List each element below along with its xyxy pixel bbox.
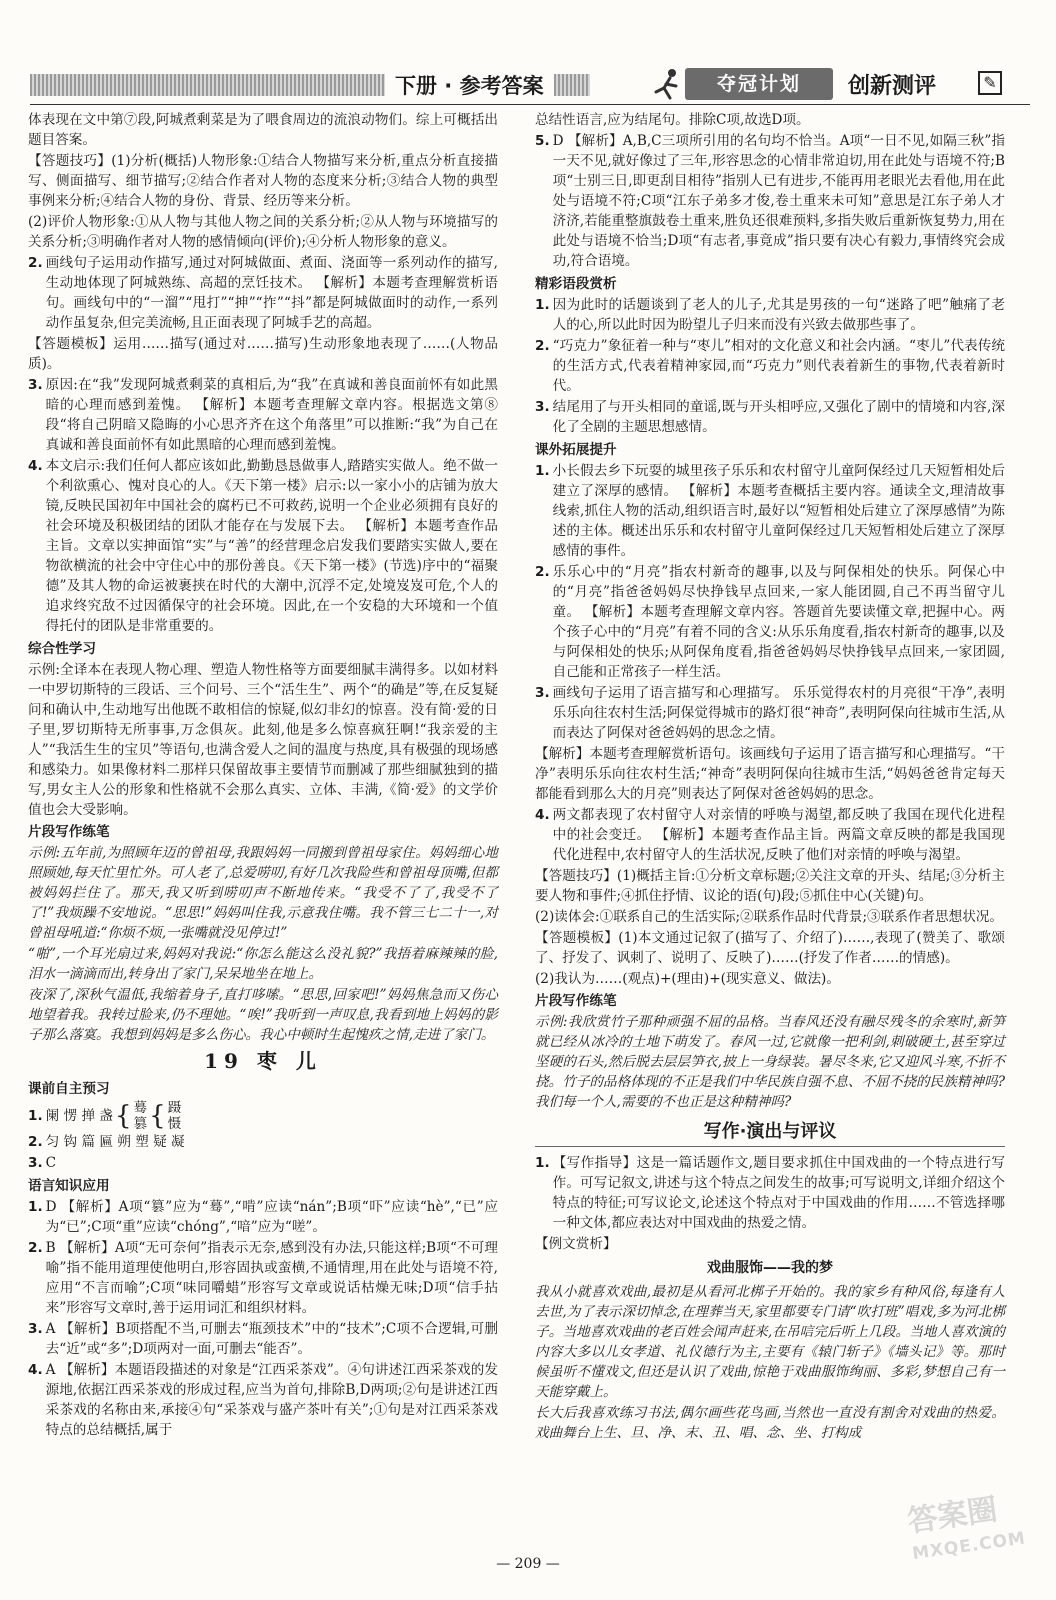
- item-number: 3.: [535, 685, 550, 701]
- item-text: B 【解析】A项“无可奈何”指表示无奈,感到没有办法,只能这样;B项“不可理喻”指不能用道理使他明白,形容固执或蛮横,不通情理,用在此处与语境不符,应用“不言而喻”;C项“味同嚼蜡”形容写文章或说话枯燥无味;D项“信手拈来”形容写文章时,善于运用词汇和组织材料。: [45, 1240, 498, 1316]
- item-text: A 【解析】B项搭配不当,可删去“瓶颈技术”中的“技术”;C项不合逻辑,可删去“近”或“多”;D项两对一面,可删去“能否”。: [45, 1321, 498, 1357]
- answer-item: [28, 1132, 498, 1153]
- item-text: C: [45, 1155, 57, 1171]
- answer-item: [28, 1197, 498, 1238]
- item-number: 2.: [535, 338, 550, 354]
- paragraph: 【答题模板】(1)本文通过记叙了(描写了、介绍了)……,表现了(赞美了、歌颂了、抒发了、讽刺了、说明了、反映了)……(抒发了作者……的情感)。: [535, 930, 1005, 966]
- paragraph: 夜深了,深秋气温低,我缩着身子,直打哆嗦。“思思,回家吧!”妈妈焦急而又伤心地望着我。我转过脸来,仍不理她。“唉!”我听到一声叹息,我看到地上妈妈的影子那么落寞。我想到妈妈是多么伤心。我心中顿时生起愧疚之情,走进了家门。: [28, 987, 498, 1043]
- runner-logo-icon: [650, 66, 686, 102]
- section-heading: 精彩语段赏析: [535, 276, 617, 292]
- answer-item: [28, 1360, 498, 1441]
- item-text: 画线句子运用了语言描写和心理描写。 乐乐觉得农村的月亮很“干净”,表明乐乐向往农村生活;阿保觉得城市的路灯很“神奇”,表明阿保向往城市生活,从而表达了阿保对爸爸妈妈的思念之情。: [552, 685, 1005, 741]
- paragraph: 示例:五年前,为照顾年迈的曾祖母,我跟妈妈一同搬到曾祖母家住。妈妈细心地照顾她,每天忙里忙外。可人老了,总爱唠叨,有好几次我险些和曾祖母顶嘴,但都被妈妈拦住了。那天,我又听到唠叨声不断地传来。“我受不了了,我受不了了!”我烦躁不安地说。“思思!”妈妈叫住我,示意我住嘴。我不管三七二十一,对曾祖母吼道:“你烦不烦,一张嘴就没见停过!”: [28, 845, 498, 941]
- item-text: 小长假去乡下玩耍的城里孩子乐乐和农村留守儿童阿保经过几天短暂相处后建立了深厚的感情。 【解析】本题考查概括主要内容。通读全文,理清故事线索,抓住人物的活动,组织语言时,最好以“短暂相处后建立了深厚感情”为陈述的主体。概述出乐乐和农村留守儿童阿保经过几天短暂相处后建立了深厚感情的事件。: [552, 463, 1005, 559]
- paragraph: 【例文赏析】: [535, 1236, 617, 1252]
- pencil-square-icon: ✎: [978, 71, 1002, 95]
- item-number: 2.: [28, 255, 43, 271]
- section-heading: 片段写作练笔: [535, 993, 617, 1009]
- answer-item: [535, 397, 1005, 438]
- answer-item: [535, 562, 1005, 683]
- item-text: 结尾用了与开头相同的童谣,既与开头相呼应,又强化了剧中的情境和内容,深化了全剧的主题思想感情。: [552, 399, 1005, 435]
- watermark-main: 答案圈: [905, 1492, 1000, 1540]
- item-number: 3.: [28, 377, 43, 393]
- item-text: 原因:在“我”发现阿城煮剩菜的真相后,为“我”在真诚和善良面前怀有如此黑暗的心理而感到羞愧。 【解析】本题考查理解文章内容。根据选文第⑧段“将自己阴暗又隐晦的小心思齐齐在这个角落里”可以推断:“我”为自己在真诚和善良面前怀有如此黑暗的心理而感到羞愧。: [45, 377, 498, 453]
- section-heading: 片段写作练笔: [28, 824, 110, 840]
- item-text: 两文都表现了农村留守人对亲情的呼唤与渴望,都反映了我国在现代化进程中的社会变迁。 【解析】本题考查作品主旨。两篇文章反映的都是我国现代化进程中,农村留守人的生活状况,反映了他们对亲情的呼唤与渴望。: [552, 807, 1005, 863]
- paragraph: 示例:我欣赏竹子那种顽强不屈的品格。当春风还没有融尽残冬的余寒时,新笋就已经从冰冷的土地下萌发了。春风一过,它就像一把利剑,刺破硬土,甚至穿过坚硬的石头,然后脱去层层笋衣,披上一身绿装。暑尽冬来,它又迎风斗寒,不折不挠。竹子的品格体现的不正是我们中华民族自强不息、不屈不挠的民族精神吗?我们每一个人,需要的不也正是这种精神吗?: [535, 1014, 1005, 1110]
- answer-item: [535, 461, 1005, 562]
- char: 蹑: [167, 1100, 182, 1116]
- answer-item: [28, 1238, 498, 1319]
- paragraph: 【答题模板】运用……描写(通过对……描写)生动形象地表现了……(人物品质)。: [28, 336, 498, 372]
- item-number: 4.: [535, 807, 550, 823]
- paragraph: 【答题技巧】(1)分析(概括)人物形象:①结合人物描写来分析,重点分析直接描写、侧面描写、细节描写;②结合作者对人物的态度来分析;③结合人物的典型事例来分析;④结合人物的身份、背景、经历等来分析。: [28, 153, 498, 209]
- answer-item: [28, 1153, 498, 1174]
- section-heading: 语言知识应用: [28, 1178, 110, 1194]
- answer-item: [28, 253, 498, 334]
- answer-item: [28, 1319, 498, 1360]
- answer-item: [28, 456, 498, 637]
- paragraph: 总结性语言,应为结尾句。排除C项,故选D项。: [535, 112, 810, 128]
- answer-item: [535, 683, 1005, 744]
- section-heading: 课外拓展提升: [535, 442, 617, 458]
- page-number: — 209 —: [496, 1556, 560, 1572]
- item-number: 4.: [28, 1362, 43, 1378]
- item-number: 2.: [535, 564, 550, 580]
- paragraph: 体表现在文中第⑦段,阿城煮剩菜是为了喂食周边的流浪动物们。综上可概括出题目答案。: [28, 112, 498, 148]
- item-text: 乐乐心中的“月亮”指农村新奇的趣事,以及与阿保相处的快乐。阿保心中的“月亮”指爸爸妈妈尽快挣钱早点回来,一家人能团圆,自己不再当留守儿童。 【解析】本题考查理解文章内容。答题首先要读懂文章,把握中心。两个孩子心中的“月亮”有着不同的含义:从乐乐角度看,指农村新奇的趣事,以及与阿保相处的快乐;从阿保角度看,指爸爸妈妈尽快挣钱早点回来,一家团圆,自己能和正常孩子一样生活。: [552, 564, 1005, 680]
- answer-item: [535, 805, 1005, 866]
- paragraph: (2)读体会:①联系自己的生活实际;②联系作品时代背景;③联系作者思想状况。: [535, 909, 1003, 925]
- item-number: 1.: [535, 297, 550, 313]
- item-number: 2.: [28, 1240, 43, 1256]
- item-number: 1.: [28, 1199, 43, 1215]
- header-subtitle: 创新测评: [848, 74, 937, 99]
- section-title: 写作·演出与评议: [535, 1122, 1005, 1147]
- brand-logo: 夺冠计划: [685, 68, 833, 100]
- item-text: 因为此时的话题谈到了老人的儿子,尤其是男孩的一句“迷路了吧”触痛了老人的心,所以此时因为盼望儿子归来而没有兴致去做那些事了。: [552, 297, 1005, 333]
- char-pair: [134, 1100, 148, 1132]
- item-number: 1.: [535, 463, 550, 479]
- char: 慑: [167, 1116, 182, 1132]
- char: 蓦: [133, 1100, 148, 1116]
- item-number: 2.: [28, 1134, 43, 1150]
- paragraph: (2)评价人物形象:①从人物与其他人物之间的关系分析;②从人物与环境描写的关系分析;③明确作者对人物的感情倾向(评价);④分析人物形象的意义。: [28, 214, 498, 250]
- answer-item: [535, 131, 1005, 272]
- paragraph: 我从小就喜欢戏曲,最初是从看河北梆子开始的。我的家乡有种风俗,每逢有人去世,为了表示深切悼念,在理葬当天,家里都要专门请“吹打班”唱戏,多为河北梆子。当地喜欢戏曲的老百姓会闻声赶来,在吊唁完后听上几段。当地人喜欢演的内容大多以儿女孝道、礼仪德行为主,主要有《辕门斩子》《墙头记》等。那时候虽听不懂戏文,但还是认识了戏曲,惊艳于戏曲服饰绚丽、多彩,梦想自己有一天能穿戴上。: [535, 1284, 1005, 1400]
- item-text: D 【解析】A项“篡”应为“蓦”,“啃”应读“nán”;B项“吓”应读“hè”,“已”应为“已”;C项“重”应读“chóng”,“喑”应为“嗟”。: [45, 1199, 498, 1235]
- paragraph: 【解析】本题考查理解赏析语句。该画线句子运用了语言描写和心理描写。“干净”表明乐乐向往农村生活;“神奇”表明阿保向往城市生活,“妈妈爸爸肯定每天都能看到那么大的月亮”则表达了阿保对爸爸妈妈的思念。: [535, 746, 1005, 802]
- brace-glyph: {: [149, 1101, 166, 1131]
- brace-glyph: {: [114, 1101, 132, 1131]
- answer-item: [535, 1153, 1005, 1234]
- answer-item: [535, 336, 1005, 397]
- item-text: 阑 愣 掸 盏: [45, 1108, 113, 1124]
- section-heading: 综合性学习: [28, 641, 96, 657]
- section-heading: 课前自主预习: [28, 1081, 110, 1097]
- item-text: “巧克力”象征着一种与“枣儿”相对的文化意义和社会内涵。“枣儿”代表传统的生活方式,代表着精神家园,而“巧克力”则代表着新生的事物,代表着新时代。: [552, 338, 1005, 394]
- item-text: 【写作指导】这是一篇话题作文,题目要求抓住中国戏曲的一个特点进行写作。可写记叙文,讲述与这个特点之间发生的故事;可写说明文,详细介绍这个特点的特征;可写议论文,论述这个特点对于中国戏曲的作用……不管选择哪一种文体,都应表达对中国戏曲的热爱之情。: [552, 1155, 1005, 1231]
- item-number: 3.: [28, 1155, 43, 1171]
- page-header: [30, 68, 1030, 104]
- item-number: 3.: [28, 1321, 43, 1337]
- right-column: [535, 110, 1005, 1444]
- essay-title: 戏曲服饰——我的梦: [707, 1260, 833, 1276]
- answer-item: [28, 1100, 498, 1132]
- header-rule: [30, 104, 1030, 105]
- paragraph: 长大后我喜欢练习书法,偶尔画些花鸟画,当然也一直没有割舍对戏曲的热爱。戏曲舞台上生、旦、净、末、丑、唱、念、坐、打构成: [535, 1405, 1005, 1441]
- answer-item: [28, 375, 498, 456]
- watermark-site: MXQE.COM: [911, 1528, 1028, 1565]
- lesson-title: 19 枣 儿: [204, 1049, 322, 1073]
- header-title: 下册 · 参考答案: [385, 70, 554, 100]
- item-number: 4.: [28, 458, 43, 474]
- left-column: [28, 110, 498, 1441]
- item-number: 3.: [535, 399, 550, 415]
- item-text: A 【解析】本题语段描述的对象是“江西采茶戏”。④句讲述江西采茶戏的发源地,依据江西采茶戏的形成过程,应当为首句,排除B,D两项;②句是讲述江西采茶戏的名称由来,承接④句“采茶戏与盛产茶叶有关”;①句是对江西采茶戏特点的总结概括,属于: [45, 1362, 498, 1438]
- item-text: 画线句子运用动作描写,通过对阿城做面、煮面、浇面等一系列动作的描写,生动地体现了阿城熟练、高超的烹饪技术。 【解析】本题考查理解赏析语句。画线句中的“一溜”“甩打”“抻”“拃”“抖”都是阿城做面时的动作,一系列动作虽复杂,但完美流畅,且正面表现了阿城手艺的高超。: [45, 255, 498, 331]
- paragraph: 【答题技巧】(1)概括主旨:①分析文章标题;②关注文章的开头、结尾;③分析主要人物和事件;④抓住抒情、议论的语(句)段;⑤抓住中心(关键)句。: [535, 868, 1005, 904]
- item-number: 1.: [535, 1155, 550, 1171]
- paragraph: 示例:全译本在表现人物心理、塑造人物性格等方面要细腻丰满得多。以如材料一中罗切斯特的三段话、三个问号、三个“活生生”、两个“的确是”等,在反复疑问和确认中,生动地写出他既不敢相信的惊疑,似幻非幻的惊喜。没有简·爱的日子里,罗切斯特无所事事,万念俱灰。此刻,他是多么惊喜疯狂啊!“我亲爱的主人”“我活生生的宝贝”等语句,也满含爱人之间的温度与热度,具有极强的现场感和感染力。如果像材料二那样只保留故事主要情节而删减了那些细腻独到的描写,男女主人公的形象和性格就不会那么真实、立体、丰满,《简·爱》的文学价值也会大受影响。: [28, 662, 498, 818]
- paragraph: (2)我认为……(观点)+(理由)+(现实意义、做法)。: [535, 971, 840, 987]
- char: 篡: [133, 1116, 148, 1132]
- char-pair: [168, 1100, 182, 1132]
- item-number: 1.: [28, 1108, 43, 1124]
- answer-item: [535, 295, 1005, 336]
- item-text: 本文启示:我们任何人都应该如此,勤勤恳恳做事人,踏踏实实做人。绝不做一个利欲熏心、愧对良心的人。《天下第一楼》启示:以一家小小的店铺为放大镜,反映民国初年中国社会的腐朽已不可救药,说明一个企业必须拥有良好的社会环境及积极团结的团队才能存在与发展下去。 【解析】本题考查作品主旨。文章以实抻面馆“实”与“善”的经营理念启发我们要踏实实做人,要在物欲横流的社会中守住心中的那份善良。《天下第一楼》(节选)序中的“福聚德”及其人物的命运被裹挟在时代的大潮中,沉浮不定,处境岌岌可危,个人的追求终究敌不过因循保守的社会环境。因此,在一个安稳的大环境和一个值得托付的团队是非常重要的。: [45, 458, 498, 634]
- item-text: D 【解析】A,B,C三项所引用的名句均不恰当。A项“一日不见,如隔三秋”指一天不见,就好像过了三年,形容思念的心情非常迫切,用在此处与语境不符;B项“士别三日,即更刮目相待”指别人已有进步,不能再用老眼光去看他,用在此处与语境不符;C项“江东子弟多才俊,卷土重来未可知”意思是江东子弟人才济济,若能重整旗鼓卷土重来,胜负还很难预料,多指失败后重新恢复势力,用在此处与语境不恰当;D项“有志者,事竟成”指只要有决心有毅力,事情终究会成功,符合语境。: [552, 133, 1005, 269]
- item-number: 5.: [535, 133, 550, 149]
- item-text: 匀 钩 篇 匾 朔 塑 疑 凝: [45, 1134, 185, 1150]
- paragraph: “啪”,一个耳光扇过来,妈妈对我说:“你怎么能这么没礼貌?”我捂着麻辣辣的脸,泪水一滴滴而出,转身出了家门,呆呆地坐在地上。: [28, 946, 498, 982]
